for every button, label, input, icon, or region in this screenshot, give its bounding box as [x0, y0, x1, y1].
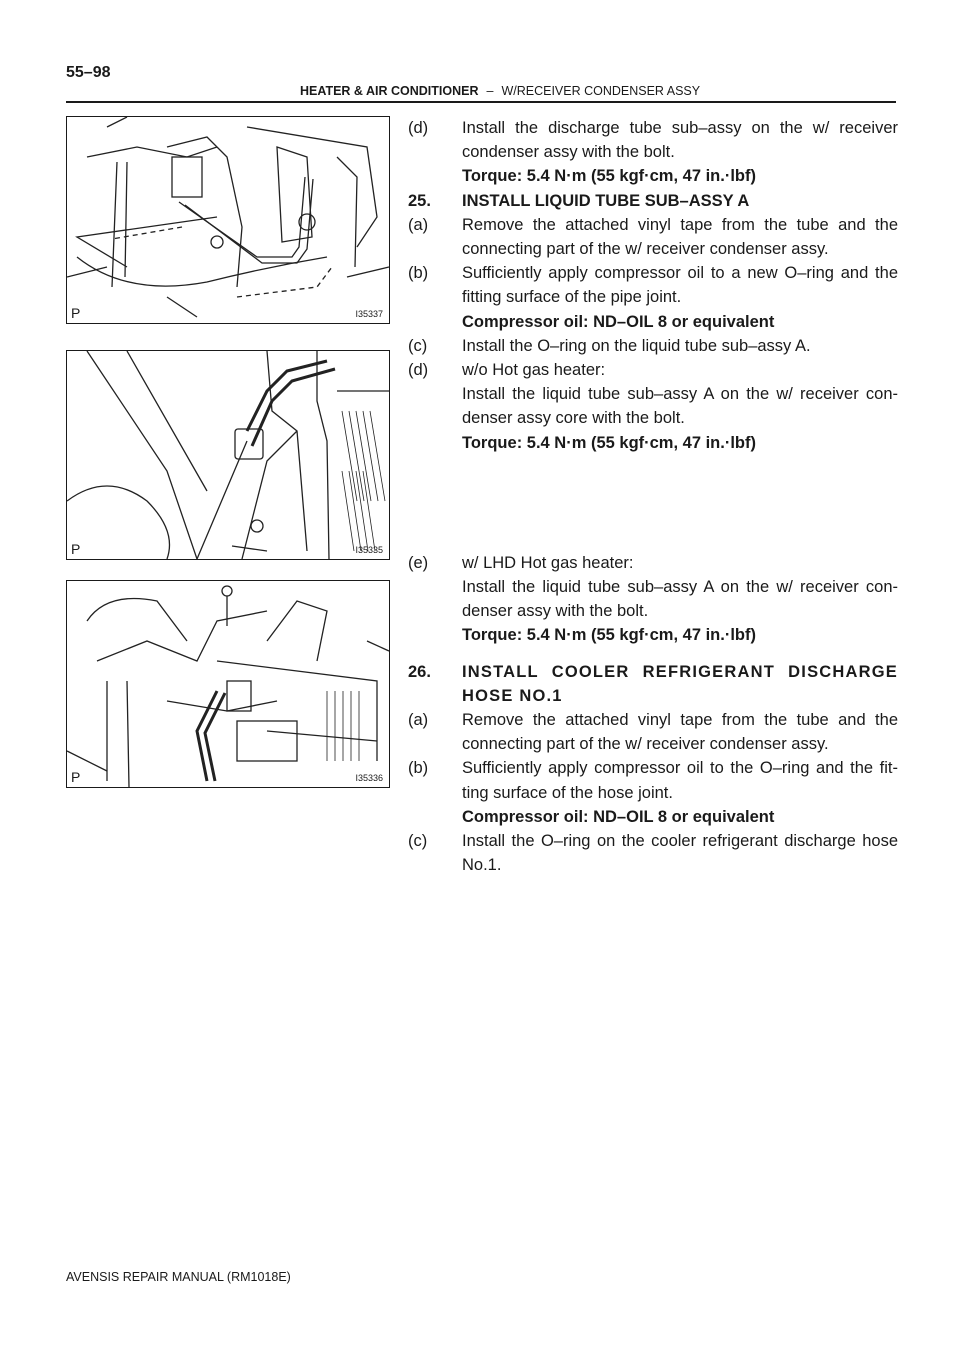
step-text: Install the O–ring on the cooler refrigerant discharge hose No.1.: [462, 832, 898, 875]
step-label: (a): [408, 215, 429, 234]
step-number: 25.: [408, 191, 431, 210]
step-d-discharge-tube: [408, 116, 898, 189]
figure-liquid-tube: [66, 350, 390, 560]
figure-code: I35335: [355, 545, 383, 555]
step-label: (c): [408, 832, 428, 851]
step-text: Sufficiently apply compressor oil to a new O–ring and the fitting surface of the pipe joint.: [462, 264, 898, 307]
figure-label-letter: P: [71, 541, 81, 557]
step-text: Install the liquid tube sub–assy A on the w/ receiver con-denser assy core with the bolt.: [462, 385, 898, 428]
footer-manual-title: AVENSIS REPAIR MANUAL (RM1018E): [66, 1270, 291, 1284]
step-label: (a): [408, 711, 429, 730]
section-title: [300, 84, 700, 98]
illustration-liquid-tube: [67, 351, 389, 559]
step-b-apply-oil: [408, 261, 898, 334]
step-a-remove-tape-2: [408, 708, 898, 756]
figure-discharge-hose: [66, 580, 390, 788]
step-label: (b): [408, 264, 429, 283]
figure-label-letter: P: [71, 769, 81, 785]
step-text: Install the discharge tube sub–assy on the w/ receiver condenser assy with the bolt.: [462, 119, 898, 162]
step-d-install-liquid-tube: [408, 358, 898, 455]
step-heading-text: INSTALL COOLER REFRIGERANT DISCHARGE HOSE NO.1: [462, 662, 898, 705]
step-text: Sufficiently apply compressor oil to the O–ring and the fit-ting surface of the hose joint.: [462, 759, 898, 802]
step-number: 26.: [408, 662, 431, 681]
title-dash: –: [486, 84, 494, 98]
step-label: (b): [408, 759, 429, 778]
step-label: (d): [408, 119, 429, 137]
step-condition: w/o Hot gas heater:: [462, 361, 606, 380]
step-condition: w/ LHD Hot gas heater:: [462, 553, 634, 572]
figure-code: I35336: [355, 773, 383, 783]
page-number: 55–98: [66, 64, 111, 81]
step-text: Install the O–ring on the liquid tube sub–assy A.: [462, 336, 811, 355]
procedure-text: [408, 116, 898, 877]
section-name: HEATER & AIR CONDITIONER: [300, 84, 479, 98]
step-b-apply-oil-2: [408, 756, 898, 829]
oil-spec: Compressor oil: ND–OIL 8 or equivalent: [462, 312, 775, 331]
step-text: Install the liquid tube sub–assy A on the w/ receiver con-denser assy with the bolt.: [462, 578, 898, 621]
subsection-name: W/RECEIVER CONDENSER ASSY: [501, 84, 701, 98]
oil-spec: Compressor oil: ND–OIL 8 or equivalent: [462, 807, 775, 826]
step-text: Remove the attached vinyl tape from the tube and the connecting part of the w/ receiver condenser assy.: [462, 215, 898, 259]
step-label: (e): [408, 553, 429, 572]
step-26-heading: [408, 660, 898, 708]
step-25-heading: [408, 189, 898, 213]
torque-spec: Torque: 5.4 N·m (55 kgf·cm, 47 in.·lbf): [462, 433, 756, 452]
torque-spec: Torque: 5.4 N·m (55 kgf·cm, 47 in.·lbf): [462, 626, 756, 645]
step-e-hot-gas-heater: [408, 551, 898, 648]
figure-code: I35337: [355, 309, 383, 319]
torque-spec: Torque: 5.4 N·m (55 kgf·cm, 47 in.·lbf): [462, 167, 756, 186]
step-heading-text: INSTALL LIQUID TUBE SUB–ASSY A: [462, 191, 750, 210]
figure-label-letter: P: [71, 305, 81, 321]
illustration-discharge-tube: [67, 117, 389, 323]
step-a-remove-tape: [408, 213, 898, 261]
step-c-install-oring: [408, 334, 898, 358]
header-rule: [66, 101, 896, 103]
illustration-discharge-hose: [67, 581, 389, 787]
step-c-install-oring-2: [408, 829, 898, 877]
step-label: (c): [408, 336, 428, 355]
figure-discharge-tube: [66, 116, 390, 324]
step-label: (d): [408, 361, 429, 380]
step-text: Remove the attached vinyl tape from the tube and the connecting part of the w/ receiver condenser assy.: [462, 711, 898, 754]
